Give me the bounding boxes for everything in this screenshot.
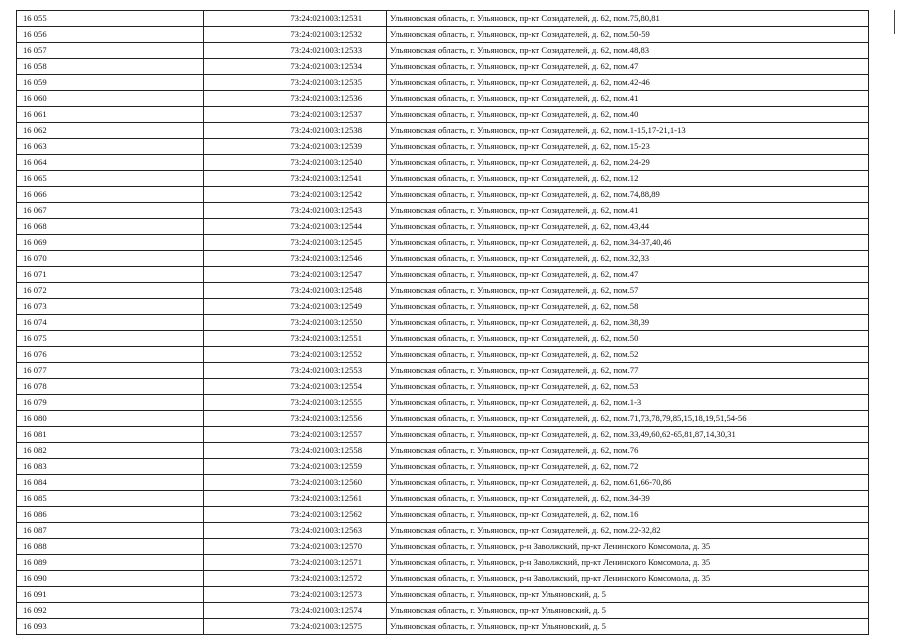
cadastral-table (16, 10, 869, 635)
address: Ульяновская область, г. Ульяновск, пр-кт Созидателей, д. 62, пом.52 (387, 347, 869, 363)
address: Ульяновская область, г. Ульяновск, р-н Заволжский, пр-кт Ленинского Комсомола, д. 35 (387, 571, 869, 587)
address: Ульяновская область, г. Ульяновск, р-н Заволжский, пр-кт Ленинского Комсомола, д. 35 (387, 539, 869, 555)
cadastral-number: 73:24:021003:12560 (204, 475, 387, 491)
table-row (17, 59, 869, 75)
row-number: 16 077 (17, 363, 204, 379)
table-row (17, 347, 869, 363)
row-number: 16 060 (17, 91, 204, 107)
row-number: 16 071 (17, 267, 204, 283)
cadastral-number: 73:24:021003:12556 (204, 411, 387, 427)
cadastral-number: 73:24:021003:12575 (204, 619, 387, 635)
cadastral-number: 73:24:021003:12549 (204, 299, 387, 315)
address: Ульяновская область, г. Ульяновск, пр-кт Созидателей, д. 62, пом.71,73,78,79,85,15,18,19,51,54-56 (387, 411, 869, 427)
table-row (17, 571, 869, 587)
table-row (17, 491, 869, 507)
address: Ульяновская область, г. Ульяновск, пр-кт Ульяновский, д. 5 (387, 619, 869, 635)
row-number: 16 055 (17, 11, 204, 27)
address: Ульяновская область, г. Ульяновск, пр-кт Ульяновский, д. 5 (387, 603, 869, 619)
address: Ульяновская область, г. Ульяновск, пр-кт Созидателей, д. 62, пом.76 (387, 443, 869, 459)
row-number: 16 068 (17, 219, 204, 235)
cadastral-number: 73:24:021003:12552 (204, 347, 387, 363)
row-number: 16 058 (17, 59, 204, 75)
table-row (17, 251, 869, 267)
table-row (17, 107, 869, 123)
table-row (17, 267, 869, 283)
cadastral-number: 73:24:021003:12540 (204, 155, 387, 171)
address: Ульяновская область, г. Ульяновск, пр-кт Созидателей, д. 62, пом.57 (387, 283, 869, 299)
table-row (17, 411, 869, 427)
table-row (17, 315, 869, 331)
cadastral-number: 73:24:021003:12538 (204, 123, 387, 139)
cadastral-number: 73:24:021003:12558 (204, 443, 387, 459)
row-number: 16 076 (17, 347, 204, 363)
row-number: 16 067 (17, 203, 204, 219)
row-number: 16 070 (17, 251, 204, 267)
cadastral-number: 73:24:021003:12563 (204, 523, 387, 539)
row-number: 16 057 (17, 43, 204, 59)
table-body (17, 11, 869, 635)
row-number: 16 061 (17, 107, 204, 123)
row-number: 16 080 (17, 411, 204, 427)
address: Ульяновская область, г. Ульяновск, пр-кт Созидателей, д. 62, пом.40 (387, 107, 869, 123)
table-row (17, 171, 869, 187)
table-row (17, 507, 869, 523)
address: Ульяновская область, г. Ульяновск, пр-кт Созидателей, д. 62, пом.48,83 (387, 43, 869, 59)
table-row (17, 11, 869, 27)
page-edge-mark (894, 10, 895, 34)
address: Ульяновская область, г. Ульяновск, пр-кт Созидателей, д. 62, пом.16 (387, 507, 869, 523)
row-number: 16 069 (17, 235, 204, 251)
cadastral-number: 73:24:021003:12574 (204, 603, 387, 619)
table-row (17, 603, 869, 619)
address: Ульяновская область, г. Ульяновск, пр-кт Созидателей, д. 62, пом.41 (387, 91, 869, 107)
cadastral-number: 73:24:021003:12539 (204, 139, 387, 155)
cadastral-number: 73:24:021003:12533 (204, 43, 387, 59)
address: Ульяновская область, г. Ульяновск, пр-кт Созидателей, д. 62, пом.33,49,60,62-65,81,87,14,30,31 (387, 427, 869, 443)
address: Ульяновская область, г. Ульяновск, пр-кт Созидателей, д. 62, пом.74,88,89 (387, 187, 869, 203)
cadastral-number: 73:24:021003:12536 (204, 91, 387, 107)
address: Ульяновская область, г. Ульяновск, пр-кт Созидателей, д. 62, пом.47 (387, 59, 869, 75)
row-number: 16 074 (17, 315, 204, 331)
cadastral-number: 73:24:021003:12554 (204, 379, 387, 395)
cadastral-number: 73:24:021003:12543 (204, 203, 387, 219)
address: Ульяновская область, г. Ульяновск, пр-кт Созидателей, д. 62, пом.32,33 (387, 251, 869, 267)
address: Ульяновская область, г. Ульяновск, пр-кт Созидателей, д. 62, пом.58 (387, 299, 869, 315)
row-number: 16 089 (17, 555, 204, 571)
row-number: 16 072 (17, 283, 204, 299)
address: Ульяновская область, г. Ульяновск, пр-кт Созидателей, д. 62, пом.77 (387, 363, 869, 379)
table-row (17, 123, 869, 139)
cadastral-number: 73:24:021003:12555 (204, 395, 387, 411)
cadastral-number: 73:24:021003:12559 (204, 459, 387, 475)
cadastral-number: 73:24:021003:12545 (204, 235, 387, 251)
row-number: 16 079 (17, 395, 204, 411)
address: Ульяновская область, г. Ульяновск, пр-кт Созидателей, д. 62, пом.47 (387, 267, 869, 283)
cadastral-number: 73:24:021003:12571 (204, 555, 387, 571)
table-row (17, 187, 869, 203)
table-row (17, 363, 869, 379)
row-number: 16 084 (17, 475, 204, 491)
table-row (17, 91, 869, 107)
row-number: 16 086 (17, 507, 204, 523)
cadastral-number: 73:24:021003:12532 (204, 27, 387, 43)
row-number: 16 082 (17, 443, 204, 459)
row-number: 16 093 (17, 619, 204, 635)
table-row (17, 235, 869, 251)
row-number: 16 081 (17, 427, 204, 443)
table-row (17, 203, 869, 219)
cadastral-number: 73:24:021003:12544 (204, 219, 387, 235)
cadastral-number: 73:24:021003:12537 (204, 107, 387, 123)
row-number: 16 085 (17, 491, 204, 507)
address: Ульяновская область, г. Ульяновск, пр-кт Созидателей, д. 62, пом.43,44 (387, 219, 869, 235)
table-row (17, 75, 869, 91)
row-number: 16 062 (17, 123, 204, 139)
table-row (17, 619, 869, 635)
row-number: 16 087 (17, 523, 204, 539)
cadastral-number: 73:24:021003:12562 (204, 507, 387, 523)
cadastral-number: 73:24:021003:12546 (204, 251, 387, 267)
row-number: 16 075 (17, 331, 204, 347)
address: Ульяновская область, г. Ульяновск, пр-кт Созидателей, д. 62, пом.24-29 (387, 155, 869, 171)
cadastral-number: 73:24:021003:12550 (204, 315, 387, 331)
address: Ульяновская область, г. Ульяновск, пр-кт Созидателей, д. 62, пом.61,66-70,86 (387, 475, 869, 491)
address: Ульяновская область, г. Ульяновск, пр-кт Созидателей, д. 62, пом.72 (387, 459, 869, 475)
row-number: 16 073 (17, 299, 204, 315)
row-number: 16 088 (17, 539, 204, 555)
table-row (17, 459, 869, 475)
address: Ульяновская область, г. Ульяновск, пр-кт Созидателей, д. 62, пом.34-37,40,46 (387, 235, 869, 251)
table-row (17, 27, 869, 43)
address: Ульяновская область, г. Ульяновск, р-н Заволжский, пр-кт Ленинского Комсомола, д. 35 (387, 555, 869, 571)
cadastral-number: 73:24:021003:12531 (204, 11, 387, 27)
table-row (17, 283, 869, 299)
address: Ульяновская область, г. Ульяновск, пр-кт Созидателей, д. 62, пом.15-23 (387, 139, 869, 155)
table-row (17, 395, 869, 411)
address: Ульяновская область, г. Ульяновск, пр-кт Созидателей, д. 62, пом.75,80,81 (387, 11, 869, 27)
table-row (17, 43, 869, 59)
address: Ульяновская область, г. Ульяновск, пр-кт Ульяновский, д. 5 (387, 587, 869, 603)
address: Ульяновская область, г. Ульяновск, пр-кт Созидателей, д. 62, пом.22-32,82 (387, 523, 869, 539)
address: Ульяновская область, г. Ульяновск, пр-кт Созидателей, д. 62, пом.38,39 (387, 315, 869, 331)
table-row (17, 219, 869, 235)
cadastral-number: 73:24:021003:12557 (204, 427, 387, 443)
table-row (17, 379, 869, 395)
table-row (17, 587, 869, 603)
table-row (17, 299, 869, 315)
address: Ульяновская область, г. Ульяновск, пр-кт Созидателей, д. 62, пом.53 (387, 379, 869, 395)
row-number: 16 091 (17, 587, 204, 603)
row-number: 16 092 (17, 603, 204, 619)
row-number: 16 063 (17, 139, 204, 155)
address: Ульяновская область, г. Ульяновск, пр-кт Созидателей, д. 62, пом.34-39 (387, 491, 869, 507)
cadastral-number: 73:24:021003:12542 (204, 187, 387, 203)
table-row (17, 139, 869, 155)
table-row (17, 331, 869, 347)
address: Ульяновская область, г. Ульяновск, пр-кт Созидателей, д. 62, пом.50-59 (387, 27, 869, 43)
cadastral-number: 73:24:021003:12561 (204, 491, 387, 507)
address: Ульяновская область, г. Ульяновск, пр-кт Созидателей, д. 62, пом.1-15,17-21,1-13 (387, 123, 869, 139)
row-number: 16 078 (17, 379, 204, 395)
address: Ульяновская область, г. Ульяновск, пр-кт Созидателей, д. 62, пом.42-46 (387, 75, 869, 91)
cadastral-number: 73:24:021003:12548 (204, 283, 387, 299)
cadastral-number: 73:24:021003:12535 (204, 75, 387, 91)
address: Ульяновская область, г. Ульяновск, пр-кт Созидателей, д. 62, пом.41 (387, 203, 869, 219)
address: Ульяновская область, г. Ульяновск, пр-кт Созидателей, д. 62, пом.50 (387, 331, 869, 347)
cadastral-number: 73:24:021003:12551 (204, 331, 387, 347)
row-number: 16 090 (17, 571, 204, 587)
table-row (17, 523, 869, 539)
cadastral-number: 73:24:021003:12570 (204, 539, 387, 555)
table-row (17, 539, 869, 555)
cadastral-number: 73:24:021003:12553 (204, 363, 387, 379)
cadastral-number: 73:24:021003:12534 (204, 59, 387, 75)
cadastral-number: 73:24:021003:12572 (204, 571, 387, 587)
row-number: 16 066 (17, 187, 204, 203)
row-number: 16 083 (17, 459, 204, 475)
cadastral-number: 73:24:021003:12547 (204, 267, 387, 283)
document-sheet (16, 10, 869, 635)
row-number: 16 065 (17, 171, 204, 187)
cadastral-number: 73:24:021003:12541 (204, 171, 387, 187)
cadastral-number: 73:24:021003:12573 (204, 587, 387, 603)
table-row (17, 443, 869, 459)
table-row (17, 475, 869, 491)
address: Ульяновская область, г. Ульяновск, пр-кт Созидателей, д. 62, пом.12 (387, 171, 869, 187)
address: Ульяновская область, г. Ульяновск, пр-кт Созидателей, д. 62, пом.1-3 (387, 395, 869, 411)
table-row (17, 427, 869, 443)
table-row (17, 555, 869, 571)
row-number: 16 059 (17, 75, 204, 91)
row-number: 16 064 (17, 155, 204, 171)
table-row (17, 155, 869, 171)
row-number: 16 056 (17, 27, 204, 43)
